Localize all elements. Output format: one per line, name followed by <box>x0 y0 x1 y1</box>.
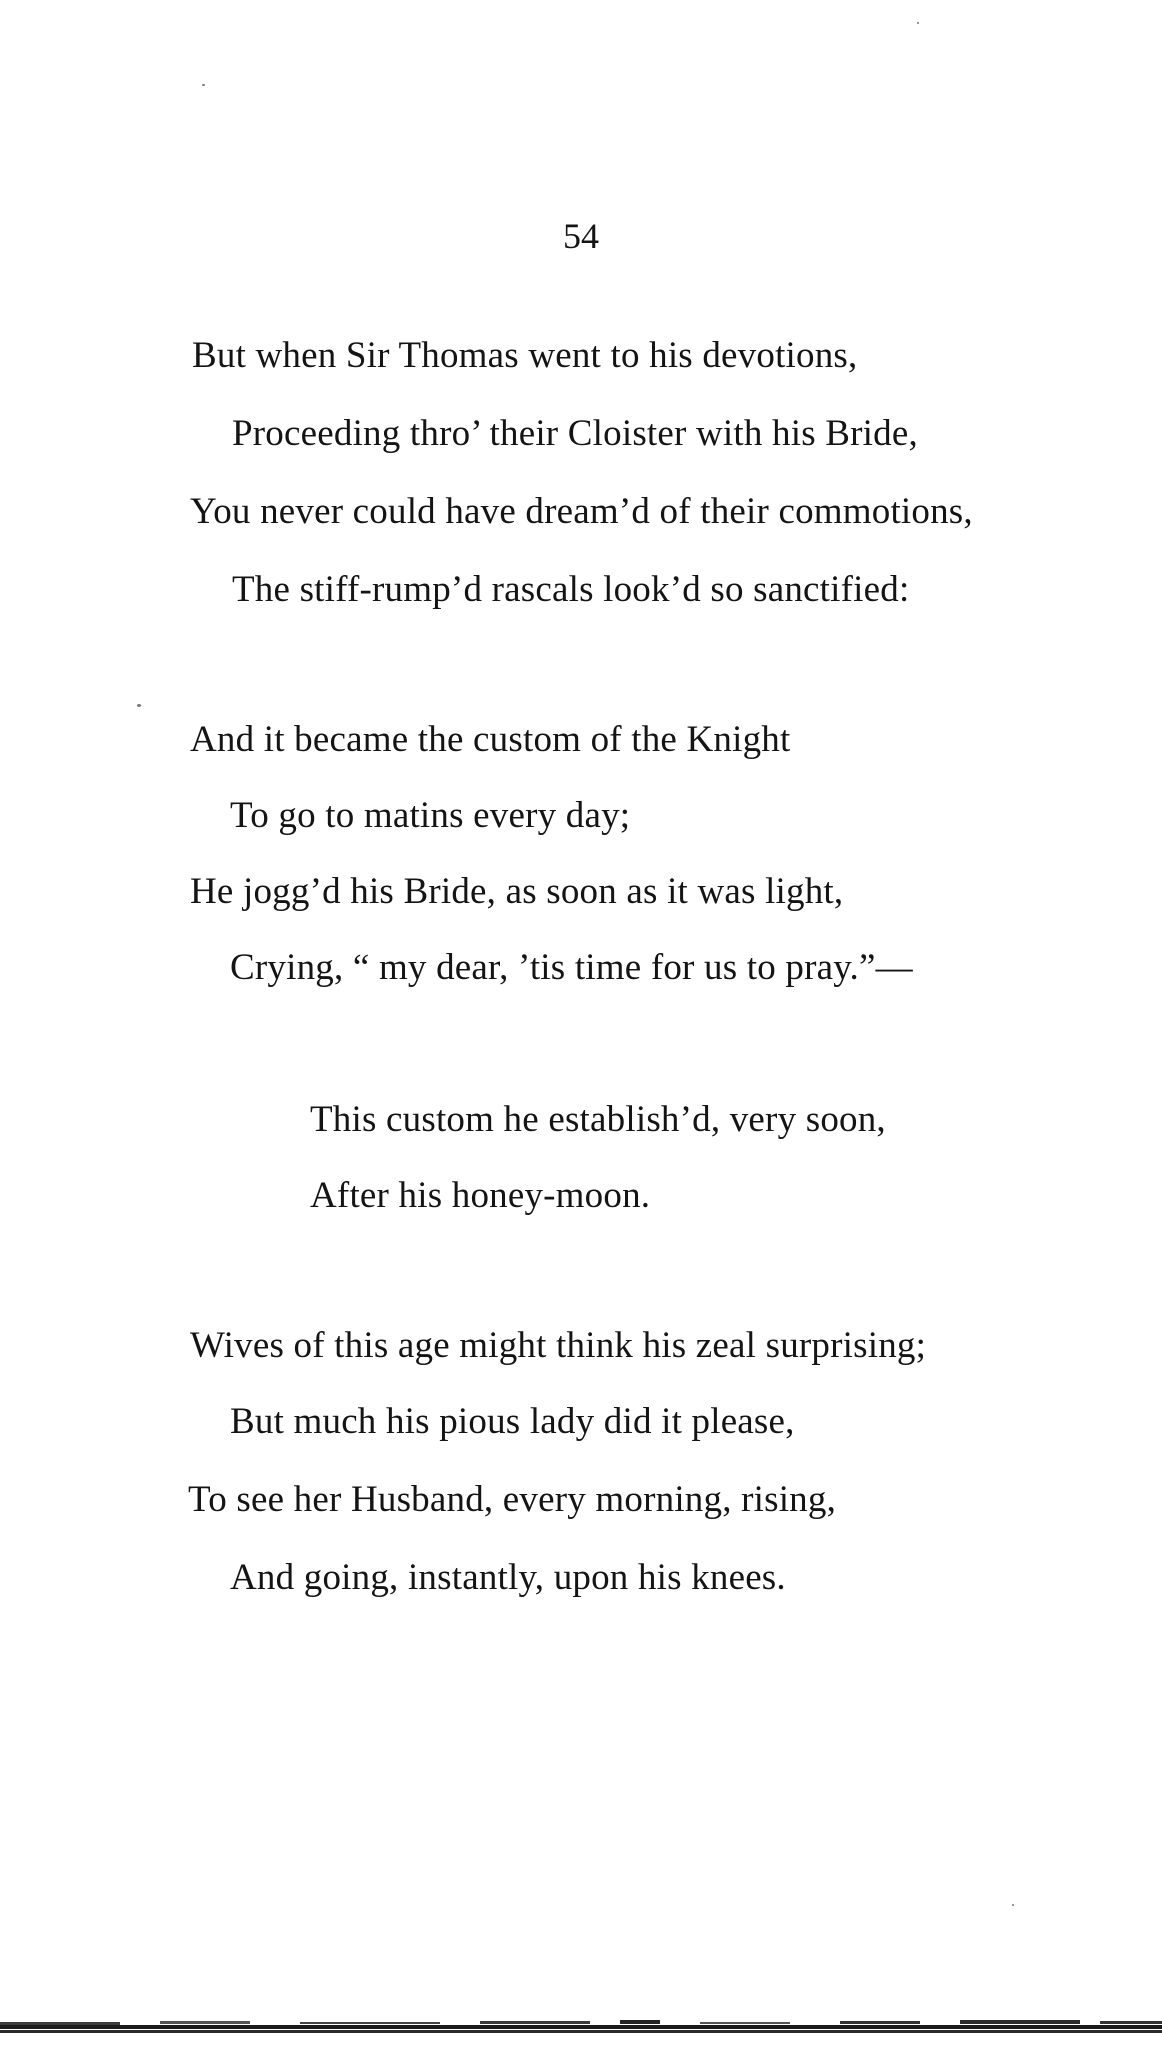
poem-line: The stiff-rump’d rascals look’d so sanctified: <box>232 569 910 610</box>
poem-line: Wives of this age might think his zeal surprising; <box>190 1325 927 1366</box>
poem-line: And going, instantly, upon his knees. <box>230 1557 786 1598</box>
scan-speck <box>202 84 205 86</box>
poem-line: Crying, “ my dear, ’tis time for us to pray.”— <box>230 947 913 988</box>
poem-line: To see her Husband, every morning, rising, <box>188 1479 837 1520</box>
page-bottom-edge <box>0 2012 1162 2036</box>
poem-line: But much his pious lady did it please, <box>230 1401 795 1442</box>
poem-line: He jogg’d his Bride, as soon as it was light, <box>190 871 844 912</box>
page-number: 54 <box>563 216 599 256</box>
poem-line: To go to matins every day; <box>230 795 631 836</box>
poem-line: You never could have dream’d of their commotions, <box>190 491 973 532</box>
poem-line: Proceeding thro’ their Cloister with his Bride, <box>232 413 918 454</box>
scan-speck <box>137 704 141 707</box>
poem-line: And it became the custom of the Knight <box>190 719 791 760</box>
poem-line: But when Sir Thomas went to his devotions, <box>192 335 858 376</box>
scan-speck <box>1012 1904 1014 1906</box>
poem-line: After his honey-moon. <box>310 1175 651 1216</box>
scan-speck <box>917 22 919 24</box>
poem-line: This custom he establish’d, very soon, <box>310 1099 886 1140</box>
